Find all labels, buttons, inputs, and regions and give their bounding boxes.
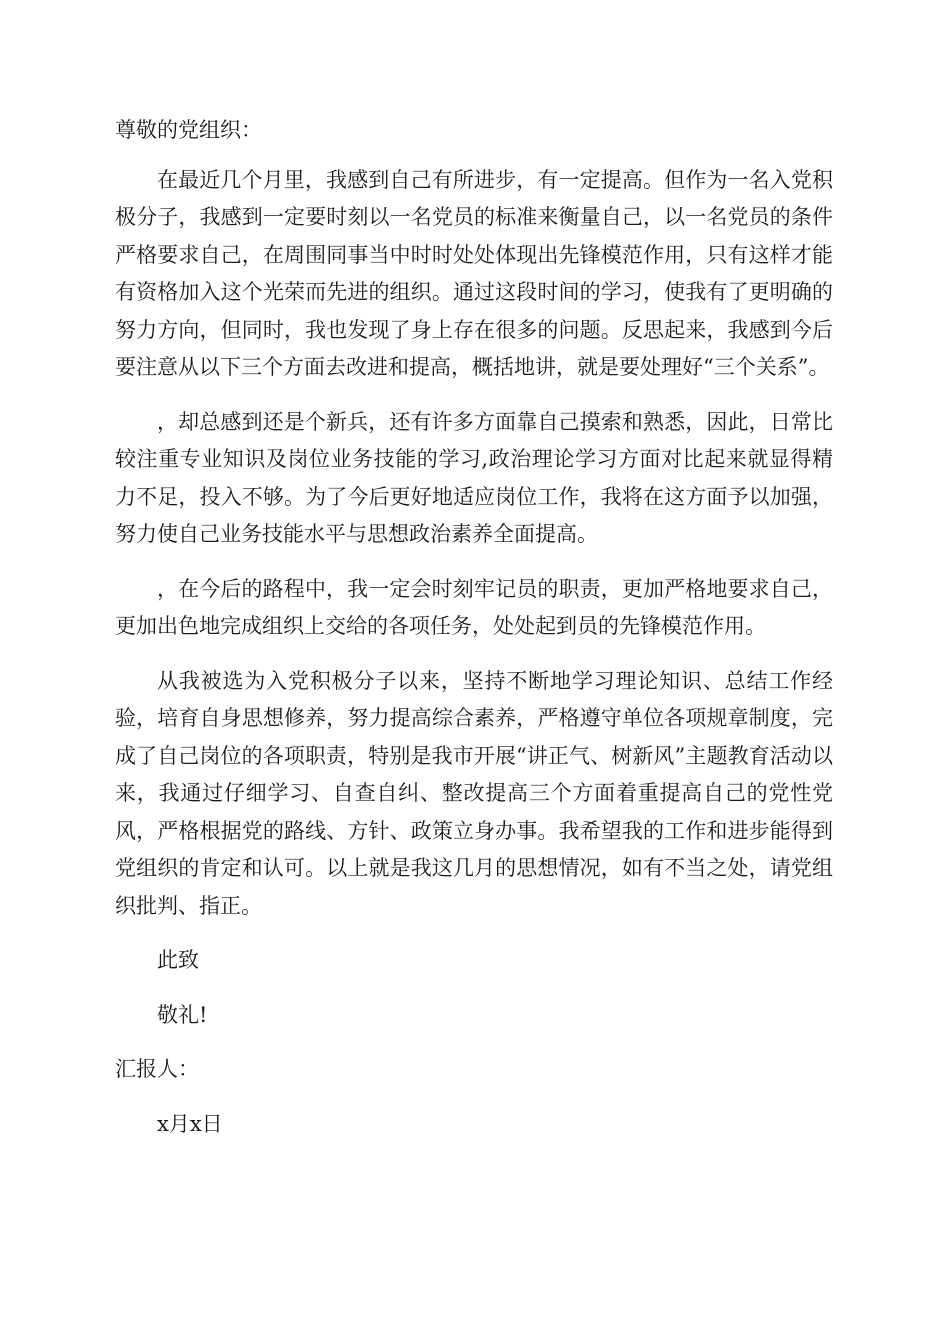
paragraph-commitment: ，在今后的路程中，我一定会时刻牢记员的职责，更加严格地要求自己，更加出色地完成组织上交给的各项任务，处处起到员的先锋模范作用。 [115,576,833,638]
document-page [115,112,833,1143]
closing-cizhi: 此致 [157,948,199,972]
paragraph-study: ，却总感到还是个新兵，还有许多方面靠自己摸索和熟悉，因此，日常比较注重专业知识及岗位业务技能的学习,政治理论学习方面对比起来就显得精力不足，投入不够。为了今后更好地适应岗位工作，我将在这方面予以加强，努力使自己业务技能水平与思想政治素养全面提高。 [115,409,833,546]
report-date: x月x日 [157,1111,223,1136]
salutation: 尊敬的党组织： [115,118,262,142]
signature-label: 汇报人： [115,1057,199,1081]
closing-jingli: 敬礼! [157,1002,208,1027]
paragraph-summary: 从我被选为入党积极分子以来，坚持不断地学习理论知识、总结工作经验，培育自身思想修养，努力提高综合素养，严格遵守单位各项规章制度，完成了自己岗位的各项职责，特别是我市开展“讲正气、树新风”主题教育活动以来，我通过仔细学习、自查自纠、整改提高三个方面着重提高自己的党性党风，严格根据党的路线、方针、政策立身办事。我希望我的工作和进步能得到党组织的肯定和认可。以上就是我这几月的思想情况，如有不当之处，请党组织批判、指正。 [115,668,833,918]
paragraph-progress: 在最近几个月里，我感到自己有所进步，有一定提高。但作为一名入党积极分子，我感到一定要时刻以一名党员的标准来衡量自己，以一名党员的条件严格要求自己，在周围同事当中时时处处体现出先锋模范作用，只有这样才能有资格加入这个光荣而先进的组织。通过这段时间的学习，使我有了更明确的努力方向，但同时，我也发现了身上存在很多的问题。反思起来，我感到今后要注意从以下三个方面去改进和提高，概括地讲，就是要处理好“三个关系”。 [115,167,833,379]
